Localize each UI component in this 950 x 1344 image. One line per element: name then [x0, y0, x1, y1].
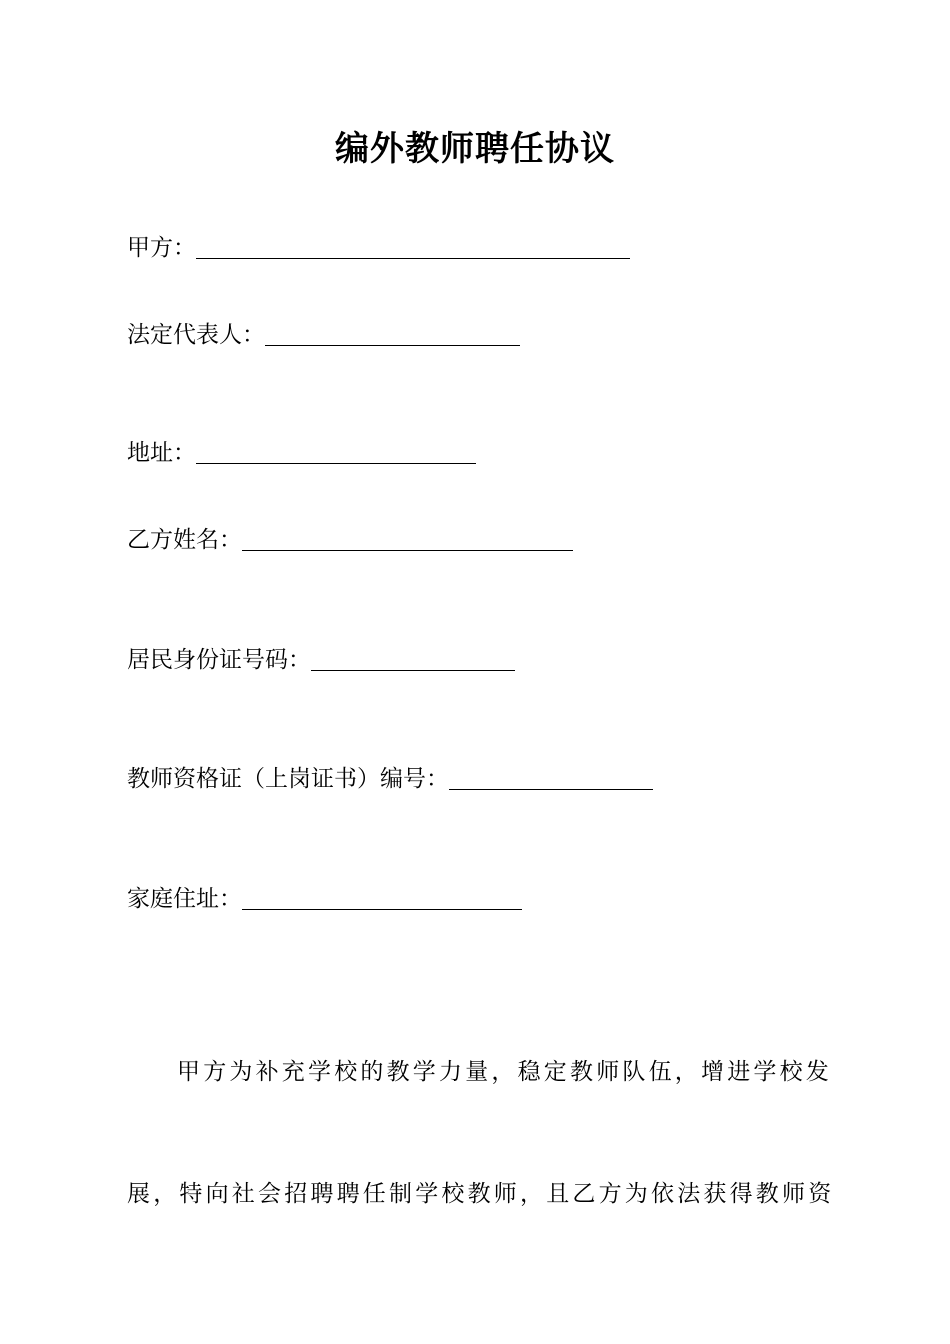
- field-label: 教师资格证（上岗证书）编号：: [127, 766, 449, 792]
- field-home-address: [127, 882, 522, 916]
- fill-in-blank: [242, 524, 573, 551]
- body-paragraph-line: 展，特向社会招聘聘任制学校教师，且乙方为依法获得教师资: [127, 1181, 835, 1207]
- fill-in-blank: [242, 883, 522, 910]
- fill-in-blank: [265, 319, 520, 346]
- fill-in-blank: [449, 763, 653, 790]
- document-title: 编外教师聘任协议: [335, 129, 615, 169]
- field-address: [127, 436, 476, 470]
- fill-in-blank: [196, 232, 630, 259]
- field-party-a: [127, 231, 630, 265]
- body-paragraph-line: 甲方为补充学校的教学力量，稳定教师队伍，增进学校发: [177, 1059, 832, 1085]
- fill-in-blank: [311, 644, 515, 671]
- field-label: 家庭住址：: [127, 886, 242, 912]
- field-label: 居民身份证号码：: [127, 647, 311, 673]
- field-label: 乙方姓名：: [127, 527, 242, 553]
- field-legal-representative: [127, 318, 520, 352]
- field-party-b-name: [127, 523, 573, 557]
- field-teacher-certificate: [127, 762, 653, 796]
- field-id-number: [127, 643, 515, 677]
- fill-in-blank: [196, 437, 476, 464]
- field-label: 法定代表人：: [127, 322, 265, 348]
- field-label: 甲方：: [127, 235, 196, 261]
- field-label: 地址：: [127, 440, 196, 466]
